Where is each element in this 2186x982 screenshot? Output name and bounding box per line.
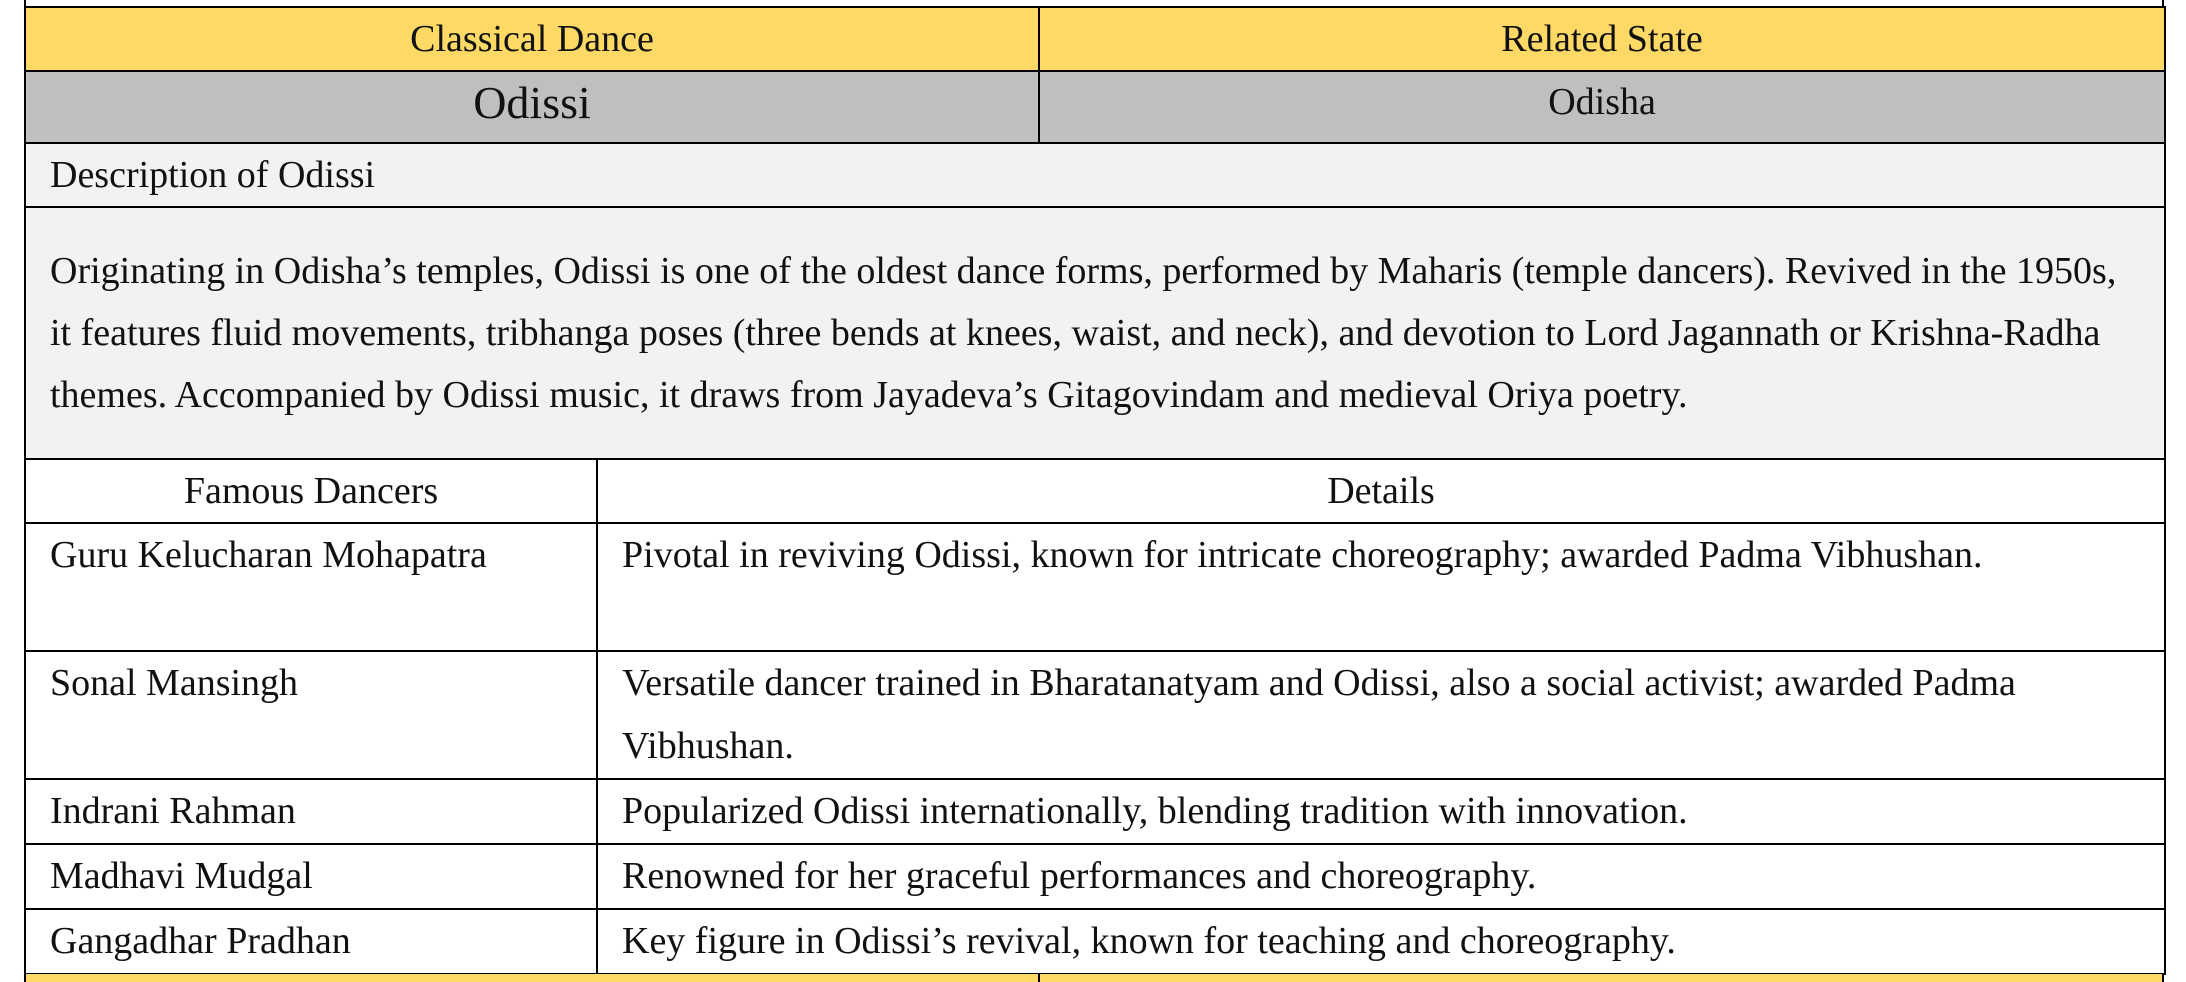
description-body: Originating in Odisha’s temples, Odissi is one of the oldest dance forms, performed by Maharis (temple dancers). Revived in the 1950s, it features fluid movements, tribhanga poses (three bends at knees, waist, and neck), and devotion to Lord Jagannath or Krishna-Radha themes. Accompanied by Odissi music, it draws from Jayadeva’s Gitagovindam and medieval Oriya poetry. [25,207,2165,459]
table-row [25,651,2165,779]
next-table-header-strip [24,974,2164,982]
description-body-row [25,207,2165,459]
next-header-cell-left [24,974,1038,982]
dance-title-row [25,71,2165,143]
dancer-details: Key figure in Odissi’s revival, known for teaching and choreography. [597,909,2165,974]
description-title: Description of Odissi [25,143,2165,207]
dance-name: Odissi [25,71,1039,143]
dancer-details: Popularized Odissi internationally, blending tradition with innovation. [597,779,2165,844]
dancer-name: Madhavi Mudgal [25,844,597,909]
dancer-name: Sonal Mansingh [25,651,597,779]
dancer-name: Guru Kelucharan Mohapatra [25,523,597,651]
table-row [25,523,2165,651]
header-classical-dance: Classical Dance [25,7,1039,71]
dancer-details: Versatile dancer trained in Bharatanatyam and Odissi, also a social activist; awarded Padma Vibhushan. [597,651,2165,779]
table-row [25,779,2165,844]
dancer-details: Pivotal in reviving Odissi, known for intricate choreography; awarded Padma Vibhushan. [597,523,2165,651]
header-related-state: Related State [1039,7,2165,71]
state-name: Odisha [1039,71,2165,143]
dancers-column-header: Famous Dancers [25,459,597,523]
description-title-row [25,143,2165,207]
dancer-name: Gangadhar Pradhan [25,909,597,974]
table-row [25,844,2165,909]
dancer-details: Renowned for her graceful performances and choreography. [597,844,2165,909]
details-column-header: Details [597,459,2165,523]
dance-info-table [24,6,2166,975]
table-row [25,909,2165,974]
dancers-header-row [25,459,2165,523]
header-row [25,7,2165,71]
dancer-name: Indrani Rahman [25,779,597,844]
next-header-cell-right [1038,974,2164,982]
